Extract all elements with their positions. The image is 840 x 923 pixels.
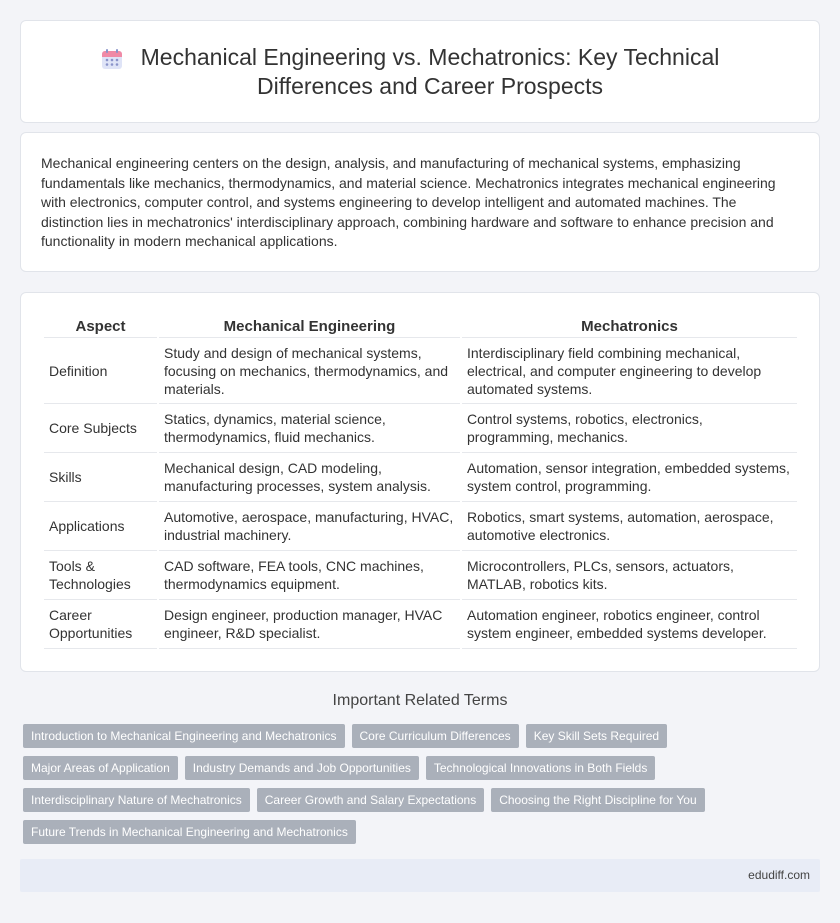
table-row — [44, 338, 797, 404]
page-title: Mechanical Engineering vs. Mechatronics: Key Technical Differences and Career Prospects — [140, 44, 720, 99]
intro-paragraph: Mechanical engineering centers on the design, analysis, and manufacturing of mechanical systems, emphasizing fundamentals like mechanics, thermodynamics, and material science. Mechatronics integrates mechanical engineering with electronics, computer control, and systems engineering to develop intelligent and automated machines. The distinction lies in mechatronics' interdisciplinary approach, combining hardware and software to enhance precision and functionality in modern mechanical applications. — [41, 155, 776, 250]
mechatronics-cell: Microcontrollers, PLCs, sensors, actuators, MATLAB, robotics kits. — [462, 551, 797, 600]
header-mechatronics: Mechatronics — [462, 315, 797, 338]
mechanical-cell: Study and design of mechanical systems, focusing on mechanics, thermodynamics, and materials. — [159, 338, 460, 404]
aspect-cell: Applications — [44, 502, 157, 551]
comparison-card — [20, 292, 820, 672]
mechatronics-cell: Automation, sensor integration, embedded systems, system control, programming. — [462, 453, 797, 502]
table-row — [44, 404, 797, 453]
tag-row — [23, 788, 813, 812]
aspect-cell: Tools & Technologies — [44, 551, 157, 600]
related-term-tag[interactable]: Core Curriculum Differences — [352, 724, 519, 748]
table-header-row — [44, 315, 797, 338]
mechanical-cell: Mechanical design, CAD modeling, manufacturing processes, system analysis. — [159, 453, 460, 502]
related-term-tag[interactable]: Key Skill Sets Required — [526, 724, 667, 748]
table-row — [44, 453, 797, 502]
table-row — [44, 600, 797, 649]
mechatronics-cell: Automation engineer, robotics engineer, control system engineer, embedded systems developer. — [462, 600, 797, 649]
title-card — [20, 20, 820, 123]
related-terms-list — [23, 724, 813, 852]
mechanical-cell: CAD software, FEA tools, CNC machines, thermodynamics equipment. — [159, 551, 460, 600]
footer — [20, 859, 820, 892]
aspect-cell: Career Opportunities — [44, 600, 157, 649]
comparison-table — [42, 315, 799, 649]
related-terms-heading: Important Related Terms — [332, 692, 508, 709]
header-mechanical: Mechanical Engineering — [159, 315, 460, 338]
mechanical-cell: Design engineer, production manager, HVAC engineer, R&D specialist. — [159, 600, 460, 649]
related-term-tag[interactable]: Interdisciplinary Nature of Mechatronics — [23, 788, 250, 812]
related-term-tag[interactable]: Choosing the Right Discipline for You — [491, 788, 704, 812]
mechanical-cell: Statics, dynamics, material science, thermodynamics, fluid mechanics. — [159, 404, 460, 453]
tag-row — [23, 724, 813, 748]
mechatronics-cell: Control systems, robotics, electronics, programming, mechanics. — [462, 404, 797, 453]
footer-site-link[interactable]: edudiff.com — [748, 868, 810, 882]
tag-row — [23, 756, 813, 780]
aspect-cell: Skills — [44, 453, 157, 502]
related-term-tag[interactable]: Future Trends in Mechanical Engineering and Mechatronics — [23, 820, 356, 844]
aspect-cell: Definition — [44, 338, 157, 404]
header-aspect: Aspect — [44, 315, 157, 338]
related-term-tag[interactable]: Introduction to Mechanical Engineering and Mechatronics — [23, 724, 345, 748]
mechanical-cell: Automotive, aerospace, manufacturing, HVAC, industrial machinery. — [159, 502, 460, 551]
intro-card — [20, 132, 820, 272]
table-row — [44, 502, 797, 551]
tag-row — [23, 820, 813, 844]
mechatronics-cell: Interdisciplinary field combining mechanical, electrical, and computer engineering to develop automated systems. — [462, 338, 797, 404]
aspect-cell: Core Subjects — [44, 404, 157, 453]
mechatronics-cell: Robotics, smart systems, automation, aerospace, automotive electronics. — [462, 502, 797, 551]
table-row — [44, 551, 797, 600]
related-term-tag[interactable]: Major Areas of Application — [23, 756, 178, 780]
related-term-tag[interactable]: Career Growth and Salary Expectations — [257, 788, 484, 812]
related-term-tag[interactable]: Technological Innovations in Both Fields — [426, 756, 655, 780]
related-term-tag[interactable]: Industry Demands and Job Opportunities — [185, 756, 419, 780]
